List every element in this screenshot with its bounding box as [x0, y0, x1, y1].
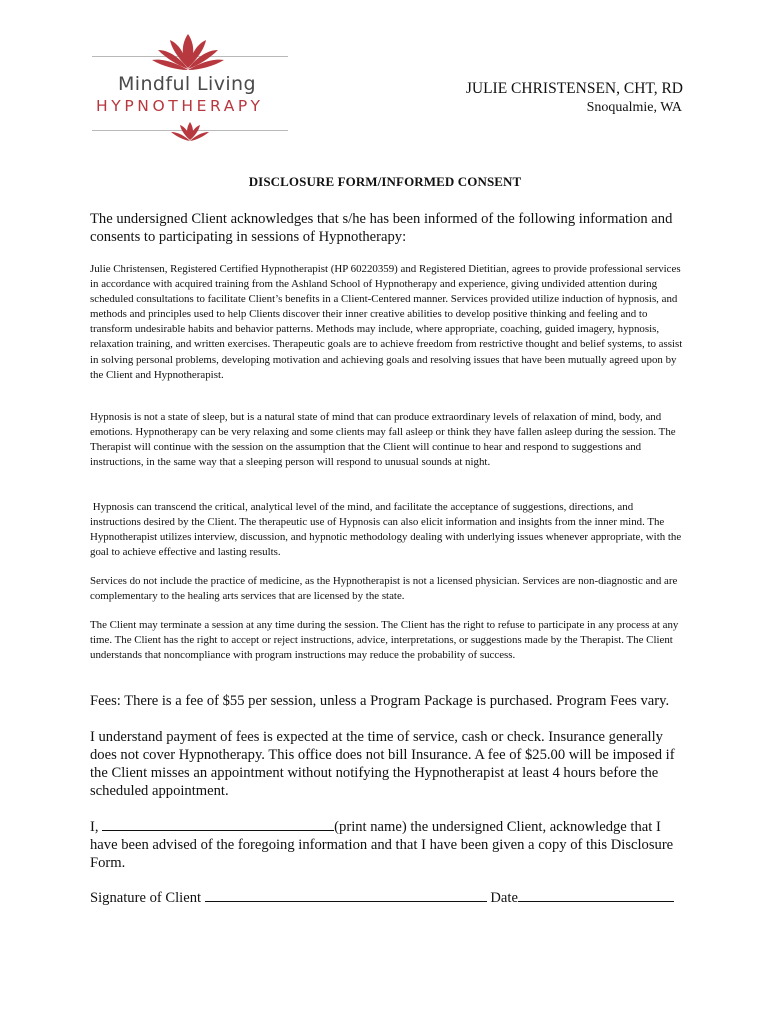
date-label: Date: [490, 890, 518, 906]
practitioner-location: Snoqualmie, WA: [586, 100, 682, 115]
consent-statement: [90, 818, 690, 872]
signature-field[interactable]: [205, 889, 487, 902]
small-lotus-icon: [168, 120, 212, 142]
document-title: DISCLOSURE FORM/INFORMED CONSENT: [248, 174, 522, 189]
mindful-living-logo: [88, 30, 298, 150]
client-rights-paragraph: The Client may terminate a session at any time during the session. The Client has the right to refuse to participate in any process at any time. The Client has the right to accept or reject instructions, advice, interpretations, or suggestions made by the Therapist. The Client understands that noncompliance with program instructions may reduce the probability of success.: [90, 619, 679, 662]
signature-label: Signature of Client: [90, 890, 202, 906]
consent-prefix: I,: [90, 819, 99, 835]
consent-text: (print name) the undersigned Client, acknowledge that I have been advised of the foregoing information and that I have been given a copy of this Disclosure Form.: [90, 819, 674, 871]
print-name-field[interactable]: [102, 818, 334, 831]
payment-paragraph: I understand payment of fees is expected at the time of service, cash or check. Insurance generally does not cover Hypnotherapy. This office does not bill Insurance. A fee of $25.00 will be imposed if the Client misses an appointment without notifying the Hypnotherapist at least 4 hours before the scheduled appointment.: [90, 729, 675, 799]
hypnosis-transcend-paragraph: Hypnosis can transcend the critical, analytical level of the mind, and facilitate the acceptance of suggestions, directions, and instructions desired by the Client. The therapeutic use of Hypnosis can also elicit information and insights from the inner mind. The Hypnotherapist utilizes interview, discussion, and hypnotic methodology dealing with underlying issues whenever appropriate, with the goal to achieve effective and lasting results.: [90, 501, 684, 559]
services-paragraph: Julie Christensen, Registered Certified Hypnotherapist (HP 60220359) and Registered Dietitian, agrees to provide professional services in accordance with acquired training from the Ashland School of Hypnotherapy and experience, giving undivided attention during scheduled consultations to facilitate Client’s benefits in a Client-Centered manner. Services provided utilize induction of hypnosis, and methods and principles used to help Clients discover their inner creative abilities to develop positive thinking and feeling and to transform undesirable habits and behavior patterns. Methods may include, where appropriate, coaching, guided imagery, hypnosis, relaxation training, and written exercises. Therapeutic goals are to achieve freedom from restrictive thought and belief systems, to assist in solving personal problems, developing motivation and achieving goals and resolving issues that have been mutually agreed upon by the Client and Hypnotherapist.: [90, 263, 683, 381]
hypnosis-sleep-paragraph: Hypnosis is not a state of sleep, but is a natural state of mind that can produce extraordinary levels of relaxation of mind, body, and emotions. Hypnotherapy can be very relaxing and some clients may fall asleep or think they have fallen asleep during the session. The Therapist will continue with the session on the assumption that the Client will continue to hear and respond to suggestions and instructions, in the same way that a sleeping person will respond to unusual sounds at night.: [90, 411, 676, 469]
intro-paragraph: The undersigned Client acknowledges that s/he has been informed of the following information and consents to participating in sessions of Hypnotherapy:: [90, 211, 673, 245]
signature-row: [90, 889, 690, 907]
practitioner-name: JULIE CHRISTENSEN, CHT, RD: [465, 80, 683, 97]
fees-paragraph: Fees: There is a fee of $55 per session, unless a Program Package is purchased. Program Fees vary.: [90, 693, 670, 709]
logo-name: Mindful Living: [118, 73, 256, 95]
logo-subtitle: HYPNOTHERAPY: [96, 97, 264, 115]
medicine-disclaimer-paragraph: Services do not include the practice of medicine, as the Hypnotherapist is not a licensed physician. Services are non-diagnostic and are complementary to the healing arts services that are licensed by the state.: [90, 575, 678, 603]
date-field[interactable]: [518, 889, 674, 902]
lotus-flower-icon: [150, 32, 226, 72]
